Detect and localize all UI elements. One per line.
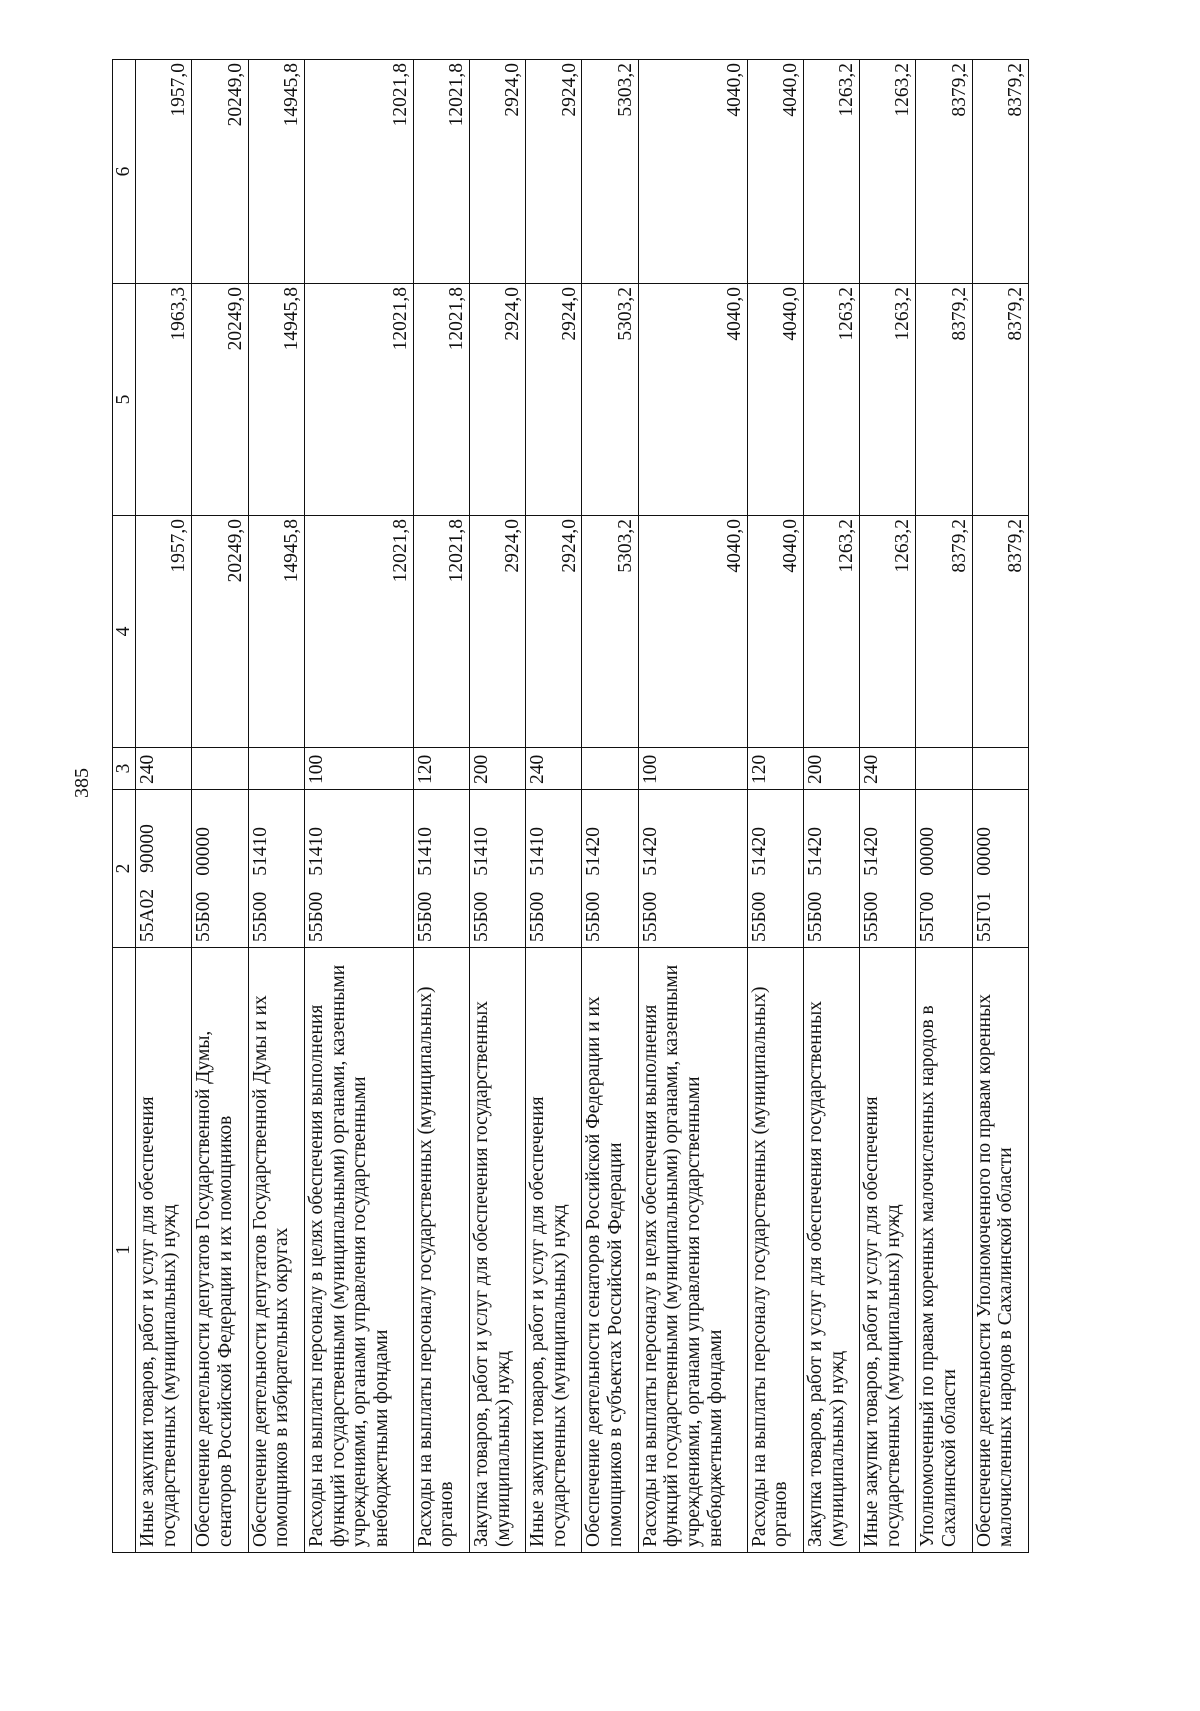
row-value-col6: 4040,0 [638,60,747,284]
row-value-col5: 2924,0 [526,284,582,516]
row-expense-type: 240 [136,748,192,790]
row-name: Закупка товаров, работ и услуг для обеспечения государственных (муниципальных) нужд [469,948,525,1553]
row-value-col5: 8379,2 [972,284,1028,516]
row-name: Расходы на выплаты персоналу государственных (муниципальных) органов [747,948,803,1553]
row-name: Обеспечение деятельности депутатов Государственной Думы и их помощников в избирательных округах [248,948,304,1553]
row-expense-type: 200 [803,748,859,790]
row-code-suffix: 51420 [748,827,770,876]
row-value-col6: 12021,8 [413,60,469,284]
row-code [192,790,248,948]
table-wrapper [112,60,1029,1553]
row-code [582,790,638,948]
row-expense-type [248,748,304,790]
row-value-col5: 12021,8 [413,284,469,516]
row-value-col5: 12021,8 [304,284,413,516]
row-name: Уполномоченный по правам коренных малочисленных народов в Сахалинской области [916,948,972,1553]
row-code-suffix: 90000 [137,824,158,873]
table-row [916,60,972,1553]
table-row [972,60,1028,1553]
row-value-col4: 8379,2 [972,516,1028,748]
row-code-prefix: 55Б00 [193,891,215,942]
row-value-col6: 1263,2 [860,60,916,284]
row-expense-type: 120 [413,748,469,790]
row-code-prefix: 55Б00 [748,891,770,942]
row-code [248,790,304,948]
table-row [192,60,248,1553]
table-row [248,60,304,1553]
row-name: Иные закупки товаров, работ и услуг для обеспечения государственных (муниципальных) нужд [526,948,582,1553]
row-expense-type: 200 [469,748,525,790]
row-code-suffix: 00000 [193,827,215,876]
row-value-col4: 4040,0 [747,516,803,748]
row-value-col4: 2924,0 [469,516,525,748]
row-name: Иные закупки товаров, работ и услуг для обеспечения государственных (муниципальных) нужд [860,948,916,1553]
row-code-suffix: 51420 [804,827,826,876]
row-expense-type [582,748,638,790]
column-header-4: 4 [113,516,136,748]
row-value-col5: 4040,0 [747,284,803,516]
row-code-prefix: 55Б00 [804,891,826,942]
row-code-suffix: 51410 [414,827,436,876]
row-code-prefix: 55Б00 [249,891,271,942]
row-code [638,790,747,948]
column-header-2: 2 [113,790,136,948]
row-expense-type [972,748,1028,790]
row-value-col6: 14945,8 [248,60,304,284]
row-value-col6: 8379,2 [916,60,972,284]
row-code [972,790,1028,948]
row-name: Обеспечение деятельности депутатов Государственной Думы, сенаторов Российской Федерации и их помощников [192,948,248,1553]
row-expense-type [192,748,248,790]
column-header-1: 1 [113,948,136,1553]
row-value-col6: 20249,0 [192,60,248,284]
row-value-col6: 1263,2 [803,60,859,284]
row-value-col6: 2924,0 [469,60,525,284]
table-row [304,60,413,1553]
row-code-suffix: 00000 [973,826,995,876]
table-row [860,60,916,1553]
table-row [582,60,638,1553]
table-row [803,60,859,1553]
row-expense-type: 120 [747,748,803,790]
row-code [413,790,469,948]
row-code-prefix: 55Г00 [917,891,939,942]
column-header-3: 3 [113,748,136,790]
row-value-col5: 2924,0 [469,284,525,516]
row-value-col4: 4040,0 [638,516,747,748]
row-value-col4: 1263,2 [803,516,859,748]
row-value-col4: 12021,8 [304,516,413,748]
row-code-suffix: 51410 [470,827,492,876]
column-header-5: 5 [113,284,136,516]
row-code-suffix: 51420 [639,827,661,876]
row-code [747,790,803,948]
row-value-col4: 1957,0 [136,516,192,748]
column-header-6: 6 [113,60,136,284]
row-name: Расходы на выплаты персоналу в целях обеспечения выполнения функций государственными (муниципальными) органами, казенными учреждениями, органами управления государственными внебюджетными фондами [638,948,747,1553]
row-code-prefix: 55Б00 [639,891,661,942]
row-expense-type [916,748,972,790]
row-value-col5: 8379,2 [916,284,972,516]
row-code-suffix: 51410 [249,827,271,876]
table-row [747,60,803,1553]
row-code-prefix: 55Б00 [414,891,436,942]
row-code-suffix: 51420 [861,827,883,876]
row-name: Расходы на выплаты персоналу в целях обеспечения выполнения функций государственными (муниципальными) органами, казенными учреждениями, органами управления государственными внебюджетными фондами [304,948,413,1553]
row-code [136,790,192,948]
row-value-col5: 5303,2 [582,284,638,516]
row-value-col5: 14945,8 [248,284,304,516]
row-value-col4: 20249,0 [192,516,248,748]
row-value-col6: 4040,0 [747,60,803,284]
row-value-col4: 8379,2 [916,516,972,748]
table-row [526,60,582,1553]
row-code [469,790,525,948]
row-value-col5: 1263,2 [803,284,859,516]
row-value-col4: 14945,8 [248,516,304,748]
table-body [136,60,1029,1553]
row-name: Расходы на выплаты персоналу государственных (муниципальных) органов [413,948,469,1553]
table-row [136,60,192,1553]
row-value-col6: 8379,2 [972,60,1028,284]
row-value-col5: 1263,2 [860,284,916,516]
row-value-col4: 2924,0 [526,516,582,748]
row-expense-type: 240 [526,748,582,790]
row-value-col6: 2924,0 [526,60,582,284]
row-value-col6: 5303,2 [582,60,638,284]
row-value-col6: 1957,0 [136,60,192,284]
table-row [469,60,525,1553]
row-value-col4: 5303,2 [582,516,638,748]
row-code-prefix: 55А02 [137,888,158,942]
row-name: Иные закупки товаров, работ и услуг для обеспечения государственных (муниципальных) нужд [136,948,192,1553]
table-row [413,60,469,1553]
row-code [526,790,582,948]
row-value-col5: 4040,0 [638,284,747,516]
row-code-prefix: 55Б00 [470,891,492,942]
page-number: 385 [71,768,93,798]
header-row [113,60,136,1553]
row-value-col6: 12021,8 [304,60,413,284]
budget-table [112,59,1029,1553]
row-code-prefix: 55Б00 [305,891,327,942]
row-code-prefix: 55Б00 [527,891,549,942]
row-code [803,790,859,948]
row-name: Обеспечение деятельности Уполномоченного по правам коренных малочисленных народов в Сахалинской области [972,948,1028,1553]
row-value-col5: 1963,3 [136,284,192,516]
row-code-prefix: 55Б00 [583,891,605,942]
row-code-suffix: 51410 [305,827,327,876]
row-code-prefix: 55Б00 [861,891,883,942]
row-expense-type: 240 [860,748,916,790]
row-code [916,790,972,948]
row-code-suffix: 51420 [583,827,605,876]
row-code-suffix: 51410 [527,827,549,876]
row-code-suffix: 00000 [917,826,939,876]
row-expense-type: 100 [638,748,747,790]
row-code [860,790,916,948]
table-row [638,60,747,1553]
row-value-col4: 12021,8 [413,516,469,748]
row-value-col5: 20249,0 [192,284,248,516]
row-code [304,790,413,948]
row-name: Закупка товаров, работ и услуг для обеспечения государственных (муниципальных) нужд [803,948,859,1553]
row-expense-type: 100 [304,748,413,790]
row-value-col4: 1263,2 [860,516,916,748]
row-name: Обеспечение деятельности сенаторов Российской Федерации и их помощников в субъектах Российской Федерации [582,948,638,1553]
row-code-prefix: 55Г01 [973,891,995,942]
